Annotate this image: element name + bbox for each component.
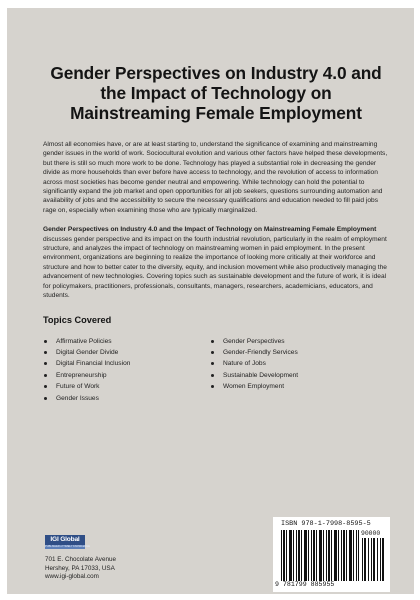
topic-label: Entrepreneurship [56,371,107,379]
topic-label: Digital Gender Divide [56,348,119,356]
bullet-icon [211,351,214,354]
topics-list [43,336,389,411]
bullet-icon [211,374,214,377]
description-paragraph-1: Almost all economies have, or are at least starting to, understand the significance of examining and mainstreaming gender issues in the world of work. Sociocultural evolution and various other factors have helped these developments, but there is still so much more work to be done. Technology has played a substantial role in decreasing the gender divide as more households than ever before have access to technology, and the revolution of access to information across most societies has become gender neutral and empowering. While technology can hold the potential to significantly expand the job market and open opportunities for all job seekers, questions surrounding automation and availability of jobs and the accessibility to secure the necessary qualifications and education needed to fill paid jobs rage on, especially when examining those who are typically marginalized. [43,141,388,214]
topic-item [43,370,130,381]
topic-label: Gender Issues [56,394,99,402]
description-paragraph-2 [43,225,389,300]
bullet-icon [44,351,47,354]
topic-item [210,358,298,369]
address-line-2: Hershey, PA 17033, USA [45,564,115,572]
address-line-1: 701 E. Chocolate Avenue [45,556,116,563]
topic-label: Sustainable Development [223,371,299,379]
bullet-icon [211,340,214,343]
barcode-addon-number: 90000 [361,530,381,537]
barcode-bars [281,530,359,581]
topic-label: Future of Work [56,383,100,391]
bullet-icon [44,362,47,365]
topic-item [210,381,298,392]
topic-item [43,381,130,392]
bullet-icon [211,362,214,365]
publisher-logo [45,535,90,550]
bullet-icon [44,340,47,343]
description-paragraph-2-bold: Gender Perspectives on Industry 4.0 and the Impact of Technology on Mainstreaming Female Employment [43,226,377,234]
topics-column-right [210,336,298,393]
publisher-website: www.igi-global.com [45,573,99,581]
barcode [273,517,390,592]
topic-item [43,358,130,369]
topic-item [43,347,130,358]
cover-content [43,63,389,411]
barcode-addon-bars [362,538,385,581]
description-paragraph-2-text: discusses gender perspective and its impact on the fourth industrial revolution, particularly in the realm of employment structure, and analyzes the impact of technology on mainstreaming women in paid employment. In the present environment, organizations are beginning to realize the importance of looking more critically at their workforce and structure and how to better cater to the diversity, equity, and inclusion movement while also productively managing the advancement of new technologies. Covering topics such as sustainable development and the future of work, it is ideal for policymakers, practitioners, professionals, consultants, managers, researchers, academicians, educators, and students. [43,235,387,300]
publisher-address [45,556,116,582]
topic-label: Women Employment [223,383,285,391]
topic-label: Digital Financial Inclusion [56,360,131,368]
topic-label: Affirmative Policies [56,337,112,345]
publisher-logo-text: IGI Global [45,535,85,545]
topics-column-left [43,336,130,404]
topic-label: Gender Perspectives [223,337,285,345]
bullet-icon [44,385,47,388]
back-cover [7,8,414,594]
topic-label: Nature of Jobs [223,360,266,368]
topic-item [43,336,130,347]
bullet-icon [211,385,214,388]
topic-item [210,347,298,358]
isbn-text: ISBN 978-1-7998-8595-5 [281,520,371,528]
topic-item [210,370,298,381]
bullet-icon [44,374,47,377]
topic-label: Gender-Friendly Services [223,348,298,356]
bullet-icon [44,397,47,400]
topics-heading: Topics Covered [43,314,112,325]
topic-item [210,336,298,347]
topic-item [43,393,130,404]
publisher-logo-tagline-bar [45,545,90,549]
book-title: Gender Perspectives on Industry 4.0 and the Impact of Technology on Mainstreaming Female Employment [50,63,382,123]
publisher-logo-tagline: PUBLISHER of TIMELY KNOWLEDGE [45,545,90,548]
barcode-digits: 9 781799 885955 [275,581,335,588]
